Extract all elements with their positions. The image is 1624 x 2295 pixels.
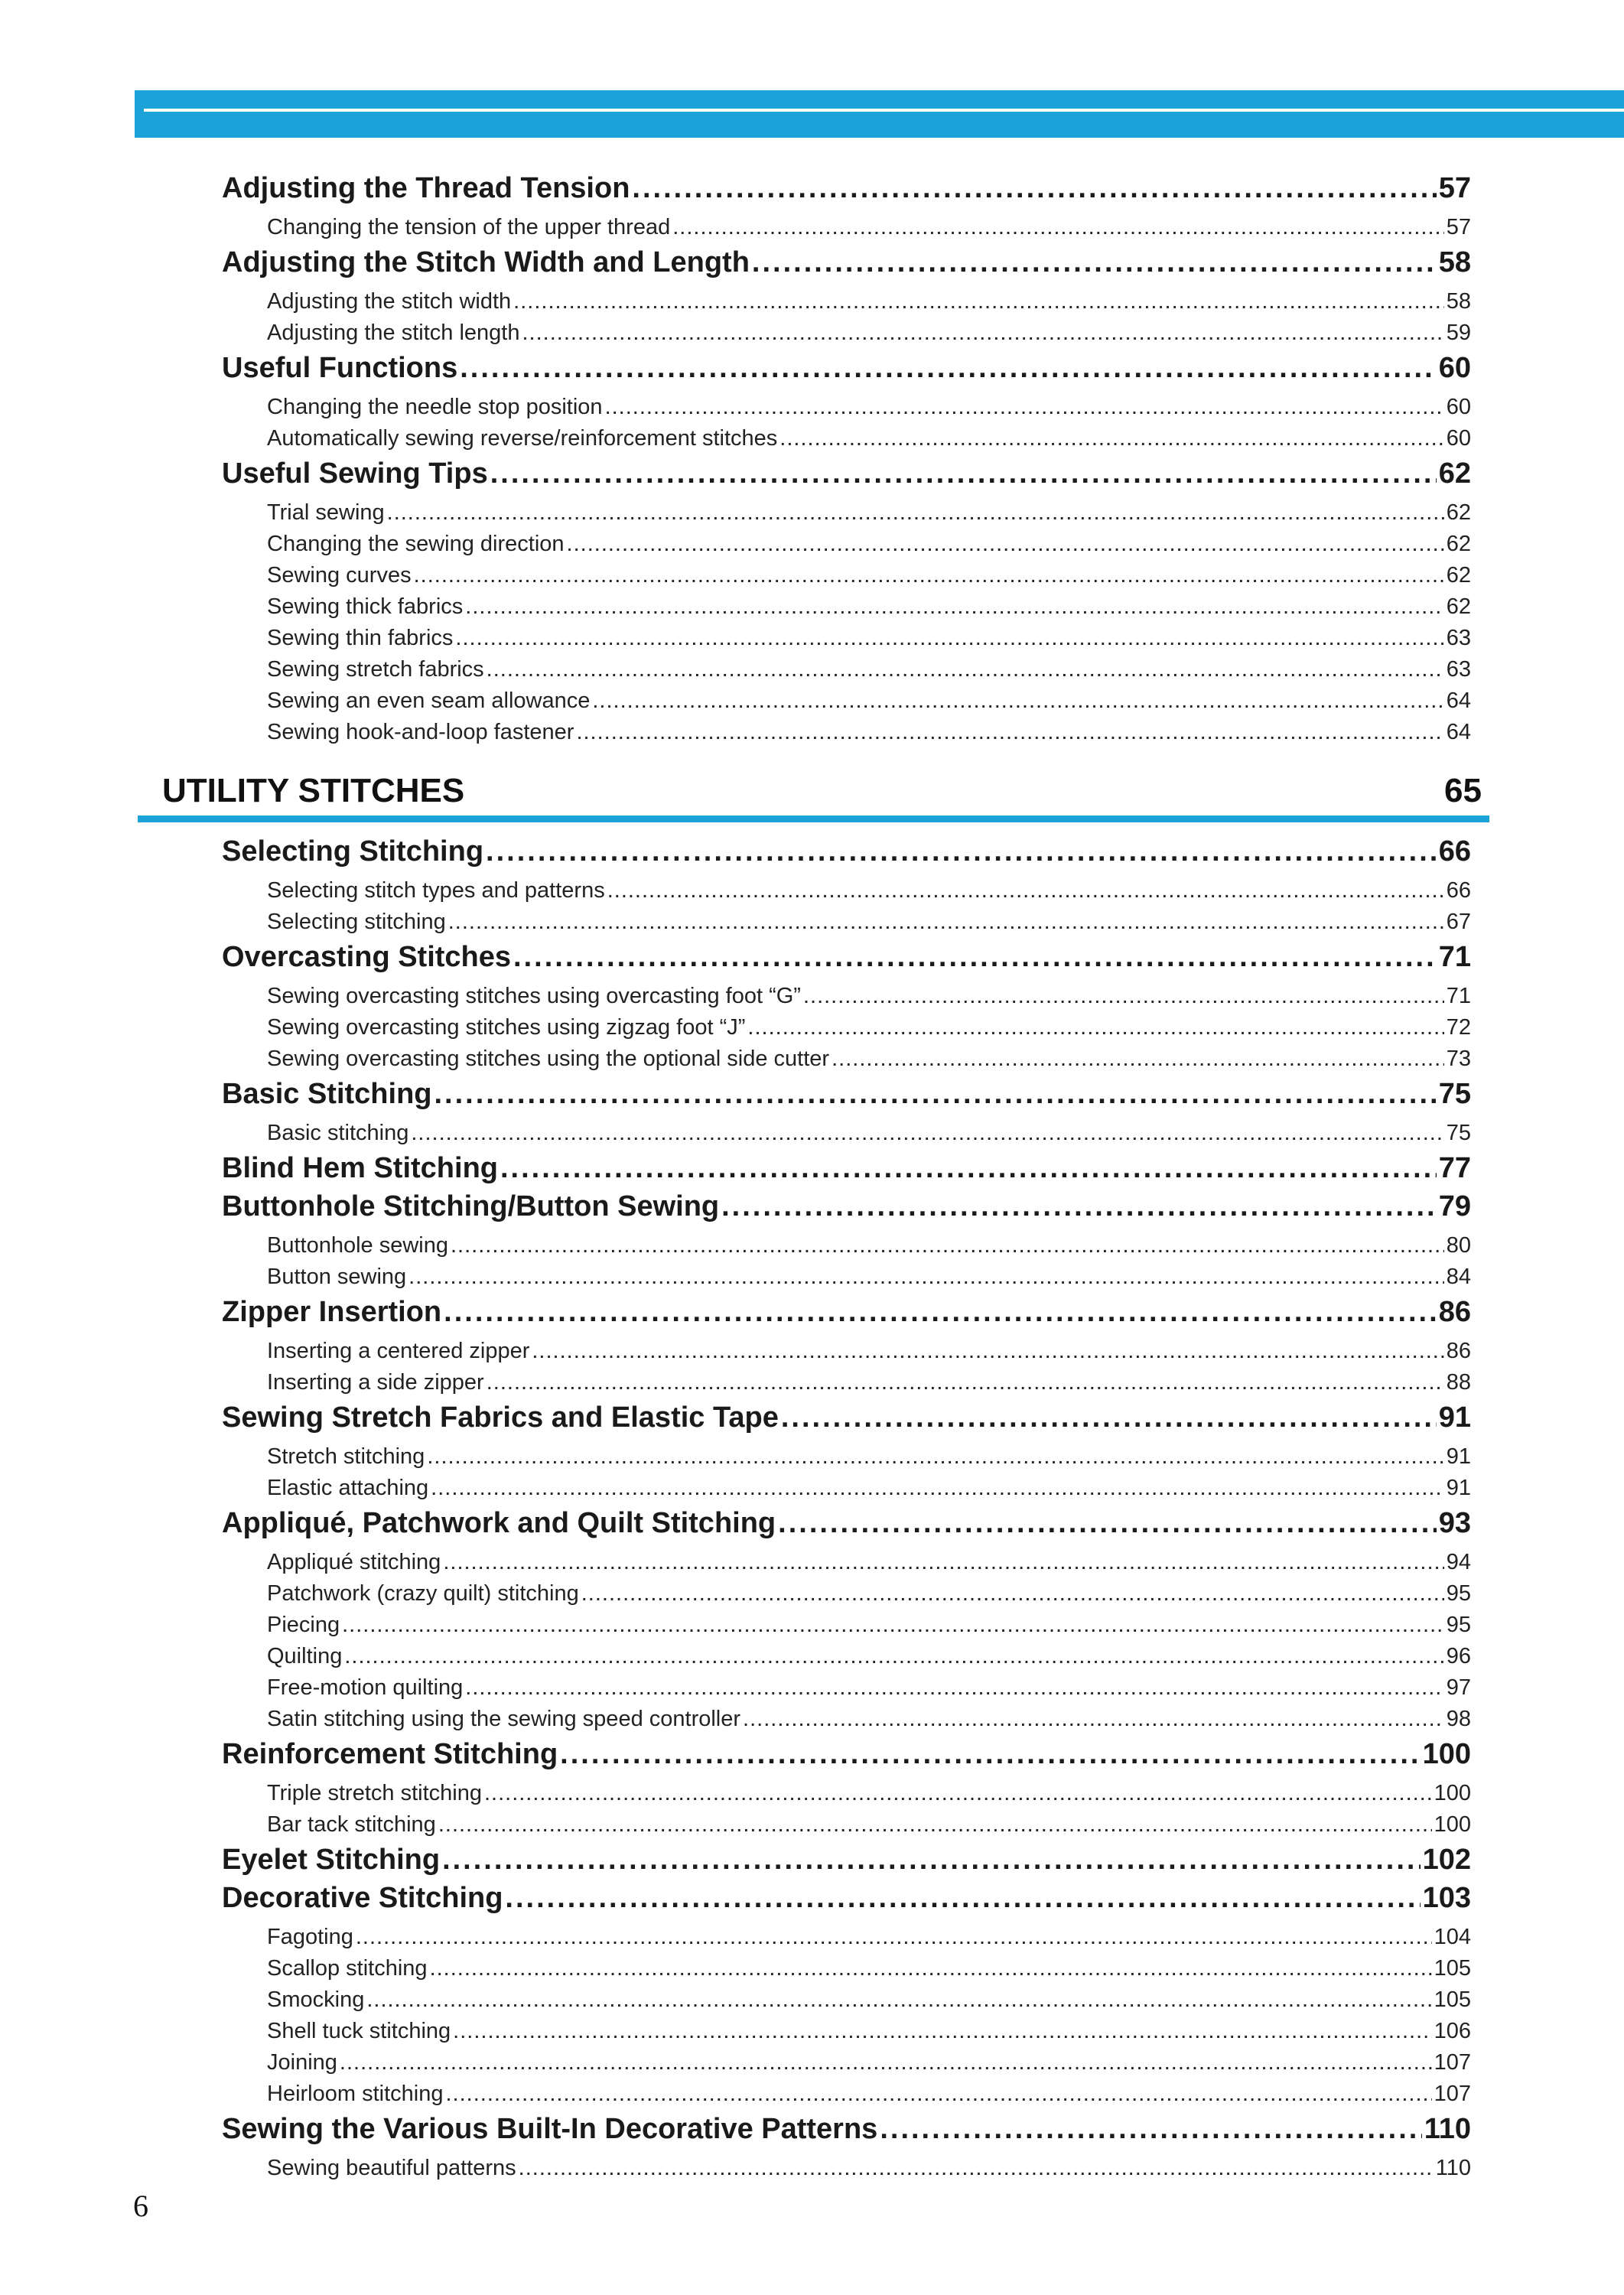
toc-section-entry[interactable] (222, 451, 1471, 496)
toc-entry-page: 110 (1424, 2113, 1471, 2145)
toc-subentry[interactable] (267, 1440, 1471, 1473)
toc-entry-title: Sewing thick fabrics (267, 594, 464, 619)
toc-leader-dots (560, 1731, 1420, 1777)
toc-leader-dots (743, 1703, 1444, 1735)
toc-entry-page: 84 (1446, 1265, 1471, 1289)
toc-subentry[interactable] (267, 2078, 1471, 2110)
toc-entry-title: Sewing an even seam allowance (267, 688, 591, 713)
toc-entry-page: 106 (1434, 2019, 1471, 2043)
toc-leader-dots (342, 1609, 1444, 1641)
toc-leader-dots (781, 1395, 1437, 1440)
toc-entry-page: 103 (1422, 1882, 1471, 1914)
toc-entry-title: Heirloom stitching (267, 2082, 444, 2106)
toc-leader-dots (434, 1071, 1437, 1117)
toc-leader-dots (344, 1640, 1443, 1672)
toc-entry-title: Inserting a centered zipper (267, 1339, 530, 1363)
toc-subentry[interactable] (267, 2015, 1471, 2047)
toc-entry-title: Selecting Stitching (222, 835, 484, 868)
toc-entry-title: Trial sewing (267, 500, 385, 525)
toc-entry-page: 105 (1434, 1987, 1471, 2012)
toc-leader-dots (576, 716, 1443, 748)
toc-section-entry[interactable] (222, 1395, 1471, 1440)
toc-section-entry[interactable] (222, 239, 1471, 285)
toc-entry-title: Adjusting the stitch length (267, 321, 520, 345)
toc-section-entry[interactable] (222, 828, 1471, 874)
toc-entry-title: Sewing curves (267, 563, 412, 588)
toc-entry-title: Stretch stitching (267, 1444, 425, 1469)
toc-section-entry[interactable] (222, 165, 1471, 211)
toc-entry-page: 79 (1438, 1190, 1471, 1222)
toc-entry-page: 60 (1446, 395, 1471, 419)
toc-entry-title: Changing the tension of the upper thread (267, 215, 671, 239)
toc-entry-page: 91 (1438, 1401, 1471, 1434)
toc-subentry[interactable] (267, 285, 1471, 317)
toc-section-entry[interactable] (222, 1731, 1471, 1777)
toc-leader-dots (519, 2152, 1434, 2184)
toc-entry-page: 63 (1446, 657, 1471, 682)
toc-entry-page: 105 (1434, 1956, 1471, 1981)
toc-entry-title: Sewing beautiful patterns (267, 2156, 516, 2180)
toc-subentry[interactable] (267, 653, 1471, 685)
toc-leader-dots (490, 451, 1437, 496)
toc-entry-title: Adjusting the Thread Tension (222, 172, 630, 204)
toc-entry-title: Sewing hook-and-loop fastener (267, 720, 574, 744)
toc-leader-dots (721, 1183, 1437, 1229)
toc-entry-title: Zipper Insertion (222, 1296, 442, 1328)
toc-entry-title: Selecting stitching (267, 910, 446, 934)
toc-leader-dots (522, 317, 1443, 349)
toc-subentry[interactable] (267, 874, 1471, 907)
toc-subentry[interactable] (267, 1640, 1471, 1672)
toc-subentry[interactable] (267, 528, 1471, 560)
toc-leader-dots (752, 239, 1437, 285)
toc-leader-dots (832, 1043, 1444, 1075)
toc-entry-page: 62 (1446, 594, 1471, 619)
toc-entry-page: 91 (1446, 1444, 1471, 1469)
toc-entry-title: Blind Hem Stitching (222, 1152, 498, 1184)
toc-subentry[interactable] (267, 1366, 1471, 1398)
toc-subentry[interactable] (267, 211, 1471, 243)
toc-entry-page: 62 (1446, 563, 1471, 588)
toc-subentry[interactable] (267, 1335, 1471, 1367)
toc-entry-title: Sewing overcasting stitches using overcasting foot “G” (267, 984, 801, 1008)
toc-subentry[interactable] (267, 1703, 1471, 1735)
toc-entry-title: Sewing Stretch Fabrics and Elastic Tape (222, 1401, 779, 1434)
toc-leader-dots (460, 345, 1436, 391)
toc-entry-title: Patchwork (crazy quilt) stitching (267, 1581, 579, 1606)
toc-leader-dots (453, 2015, 1431, 2047)
toc-entry-title: Sewing the Various Built-In Decorative Patterns (222, 2113, 878, 2145)
toc-entry-page: 73 (1446, 1047, 1471, 1071)
toc-entry-page: 62 (1438, 457, 1471, 490)
chapter-heading (162, 767, 1482, 815)
toc-leader-dots (445, 2078, 1431, 2110)
toc-entry-title: Triple stretch stitching (267, 1781, 482, 1805)
toc-entry-title: Sewing thin fabrics (267, 626, 454, 650)
toc-leader-dots (567, 528, 1444, 560)
toc-leader-dots (414, 559, 1444, 591)
toc-leader-dots (505, 1875, 1420, 1921)
toc-section-entry[interactable] (222, 1500, 1471, 1546)
toc-entry-title: Satin stitching using the sewing speed controller (267, 1707, 741, 1731)
toc-leader-dots (387, 496, 1444, 529)
toc-leader-dots (487, 1366, 1444, 1398)
toc-entry-page: 58 (1438, 246, 1471, 278)
chapter-title: UTILITY STITCHES (162, 772, 465, 809)
toc-entry-page: 60 (1446, 426, 1471, 451)
toc-entry-page: 77 (1438, 1152, 1471, 1184)
toc-subentry[interactable] (267, 1011, 1471, 1043)
toc-entry-page: 72 (1446, 1015, 1471, 1040)
toc-leader-dots (465, 591, 1443, 623)
toc-leader-dots (448, 906, 1444, 938)
toc-leader-dots (411, 1117, 1443, 1149)
toc-entry-page: 93 (1438, 1507, 1471, 1539)
toc-leader-dots (408, 1261, 1444, 1293)
toc-leader-dots (581, 1577, 1444, 1610)
toc-subentry[interactable] (267, 317, 1471, 349)
toc-entry-page: 75 (1438, 1078, 1471, 1110)
toc-section-entry[interactable] (222, 934, 1471, 980)
toc-entry-page: 91 (1446, 1476, 1471, 1500)
toc-leader-dots (484, 1777, 1432, 1809)
toc-entry-title: Scallop stitching (267, 1956, 428, 1981)
toc-subentry[interactable] (267, 1546, 1471, 1578)
toc-entry-page: 57 (1446, 215, 1471, 239)
toc-entry-page: 96 (1446, 1644, 1471, 1668)
toc-leader-dots (340, 2046, 1432, 2079)
toc-subentry[interactable] (267, 716, 1471, 748)
toc-entry-title: Overcasting Stitches (222, 941, 512, 973)
toc-leader-dots (486, 828, 1437, 874)
toc-subentry[interactable] (267, 1952, 1471, 1984)
toc-section-entry[interactable] (222, 1183, 1471, 1229)
toc-entry-title: Changing the needle stop position (267, 395, 603, 419)
toc-leader-dots (487, 653, 1444, 685)
toc-subentry[interactable] (267, 906, 1471, 938)
toc-entry-title: Changing the sewing direction (267, 532, 565, 556)
toc-entry-title: Button sewing (267, 1265, 407, 1289)
toc-entry-title: Sewing stretch fabrics (267, 657, 484, 682)
toc-entry-title: Quilting (267, 1644, 343, 1668)
toc-entry-title: Basic Stitching (222, 1078, 432, 1110)
toc-leader-dots (443, 1546, 1443, 1578)
toc-entry-title: Bar tack stitching (267, 1812, 436, 1837)
toc-entry-title: Appliqué, Patchwork and Quilt Stitching (222, 1507, 776, 1539)
toc-leader-dots (672, 211, 1444, 243)
toc-section-entry[interactable] (222, 2106, 1471, 2152)
toc-subentry[interactable] (267, 1117, 1471, 1149)
header-bar-line (144, 109, 1624, 112)
toc-entry-page: 95 (1446, 1613, 1471, 1637)
toc-entry-page: 58 (1446, 289, 1471, 314)
toc-subentry[interactable] (267, 1229, 1471, 1261)
toc-entry-page: 86 (1446, 1339, 1471, 1363)
toc-entry-page: 62 (1446, 500, 1471, 525)
toc-section-entry[interactable] (222, 1289, 1471, 1335)
toc-section-entry[interactable] (222, 1071, 1471, 1117)
toc-entry-page: 98 (1446, 1707, 1471, 1731)
toc-leader-dots (465, 1672, 1443, 1704)
toc-leader-dots (779, 422, 1443, 454)
toc-entry-page: 104 (1434, 1925, 1471, 1949)
chapter-rule (138, 815, 1489, 822)
header-bar (135, 90, 1624, 138)
toc-leader-dots (430, 1952, 1432, 1984)
toc-leader-dots (438, 1808, 1432, 1841)
toc-entry-page: 97 (1446, 1675, 1471, 1700)
toc-leader-dots (778, 1500, 1437, 1546)
toc-section-entry[interactable] (222, 1875, 1471, 1921)
toc-subentry[interactable] (267, 496, 1471, 529)
toc-entry-title: Inserting a side zipper (267, 1370, 484, 1395)
toc-entry-page: 80 (1446, 1233, 1471, 1258)
toc-entry-title: Buttonhole Stitching/Button Sewing (222, 1190, 720, 1222)
toc-leader-dots (532, 1335, 1443, 1367)
toc-entry-page: 66 (1438, 835, 1471, 868)
toc-entry-page: 102 (1422, 1844, 1471, 1876)
toc-entry-page: 86 (1438, 1296, 1471, 1328)
toc-leader-dots (632, 165, 1436, 211)
toc-leader-dots (427, 1440, 1443, 1473)
toc-leader-dots (513, 934, 1437, 980)
toc-leader-dots (803, 980, 1444, 1012)
toc-subentry[interactable] (267, 1777, 1471, 1809)
toc-subentry[interactable] (267, 980, 1471, 1012)
toc-leader-dots (880, 2106, 1421, 2152)
toc-subentry[interactable] (267, 391, 1471, 423)
toc-leader-dots (592, 685, 1443, 717)
toc-entry-page: 63 (1446, 626, 1471, 650)
toc-subentry[interactable] (267, 1921, 1471, 1953)
toc-entry-title: Adjusting the stitch width (267, 289, 512, 314)
toc-entry-page: 107 (1434, 2082, 1471, 2106)
toc-entry-title: Useful Sewing Tips (222, 457, 488, 490)
toc-entry-page: 100 (1434, 1781, 1471, 1805)
toc-subentry[interactable] (267, 1043, 1471, 1075)
toc-entry-page: 75 (1446, 1121, 1471, 1145)
toc-entry-title: Eyelet Stitching (222, 1844, 441, 1876)
toc-entry-title: Free-motion quilting (267, 1675, 464, 1700)
chapter-page: 65 (1444, 772, 1482, 809)
toc-entry-page: 66 (1446, 878, 1471, 903)
toc-entry-page: 88 (1446, 1370, 1471, 1395)
page-number: 6 (133, 2189, 148, 2223)
toc-leader-dots (431, 1472, 1444, 1504)
toc-entry-page: 59 (1446, 321, 1471, 345)
toc-entry-title: Shell tuck stitching (267, 2019, 451, 2043)
toc-entry-page: 64 (1446, 720, 1471, 744)
toc-section-entry[interactable] (222, 345, 1471, 391)
toc-entry-page: 71 (1438, 941, 1471, 973)
toc-entry-page: 60 (1438, 352, 1471, 384)
toc-leader-dots (455, 622, 1443, 654)
toc-entry-title: Sewing overcasting stitches using the optional side cutter (267, 1047, 830, 1071)
toc-subentry[interactable] (267, 422, 1471, 454)
toc-entry-title: Joining (267, 2050, 337, 2075)
toc-entry-page: 62 (1446, 532, 1471, 556)
toc-leader-dots (513, 285, 1444, 317)
toc-leader-dots (356, 1921, 1432, 1953)
toc-entry-page: 57 (1438, 172, 1471, 204)
toc-entry-title: Useful Functions (222, 352, 458, 384)
toc-entry-title: Basic stitching (267, 1121, 409, 1145)
toc-subentry[interactable] (267, 2046, 1471, 2079)
toc-subentry[interactable] (267, 1984, 1471, 2016)
toc-entry-page: 67 (1446, 910, 1471, 934)
toc-entry-title: Selecting stitch types and patterns (267, 878, 605, 903)
toc-entry-page: 110 (1435, 2156, 1471, 2180)
toc-entry-page: 100 (1422, 1738, 1471, 1770)
toc-entry-page: 64 (1446, 688, 1471, 713)
toc-entry-page: 94 (1446, 1550, 1471, 1574)
toc-subentry[interactable] (267, 622, 1471, 654)
toc-leader-dots (605, 391, 1444, 423)
toc-entry-title: Elastic attaching (267, 1476, 429, 1500)
toc-leader-dots (607, 874, 1444, 907)
toc-entry-title: Fagoting (267, 1925, 353, 1949)
toc-subentry[interactable] (267, 1472, 1471, 1504)
toc-entry-title: Sewing overcasting stitches using zigzag foot “J” (267, 1015, 746, 1040)
toc-leader-dots (747, 1011, 1443, 1043)
toc-subentry[interactable] (267, 685, 1471, 717)
toc-subentry[interactable] (267, 559, 1471, 591)
toc-subentry[interactable] (267, 2152, 1471, 2184)
toc-leader-dots (451, 1229, 1444, 1261)
toc-entry-title: Piecing (267, 1613, 340, 1637)
toc-leader-dots (444, 1289, 1437, 1335)
toc-subentry[interactable] (267, 1577, 1471, 1610)
toc-entry-title: Buttonhole sewing (267, 1233, 448, 1258)
toc-entry-title: Decorative Stitching (222, 1882, 503, 1914)
toc-subentry[interactable] (267, 1261, 1471, 1293)
toc-subentry[interactable] (267, 591, 1471, 623)
toc-entry-page: 71 (1446, 984, 1471, 1008)
toc-entry-title: Automatically sewing reverse/reinforcement stitches (267, 426, 778, 451)
toc-entry-title: Adjusting the Stitch Width and Length (222, 246, 750, 278)
toc-entry-title: Smocking (267, 1987, 365, 2012)
toc-subentry[interactable] (267, 1808, 1471, 1841)
toc-subentry[interactable] (267, 1672, 1471, 1704)
toc-subentry[interactable] (267, 1609, 1471, 1641)
toc-entry-title: Appliqué stitching (267, 1550, 441, 1574)
toc-leader-dots (366, 1984, 1431, 2016)
toc-entry-page: 100 (1434, 1812, 1471, 1837)
toc-entry-page: 95 (1446, 1581, 1471, 1606)
toc-entry-page: 107 (1434, 2050, 1471, 2075)
toc-entry-title: Reinforcement Stitching (222, 1738, 558, 1770)
